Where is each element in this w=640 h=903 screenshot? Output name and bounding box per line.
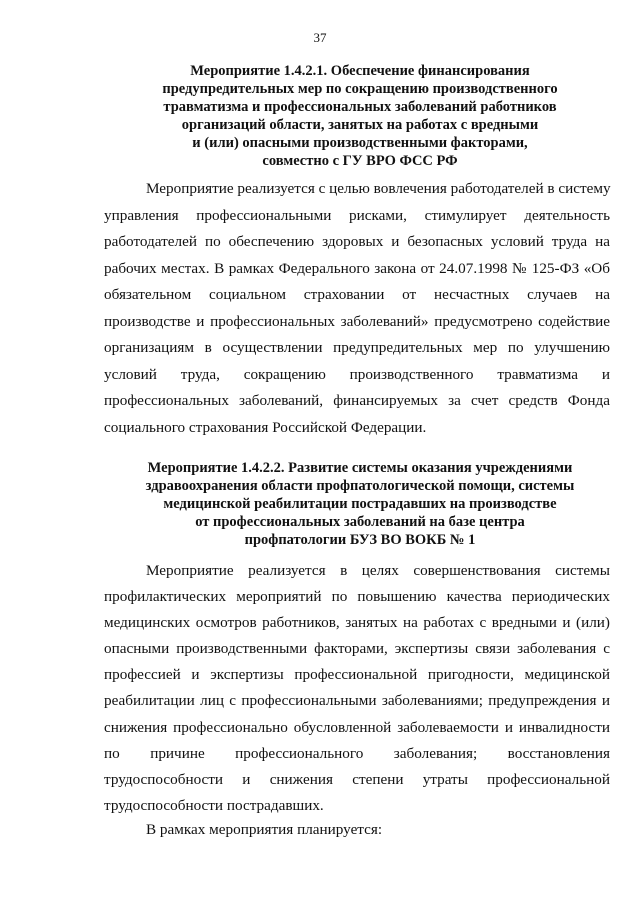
paragraph-line: профессией и экспертизы профессиональной пригодности, медицинской — [104, 666, 610, 684]
section-1-heading — [100, 62, 620, 170]
paragraph-line: рабочих местах. В рамках Федерального закона от 24.07.1998 № 125-ФЗ «Об — [104, 259, 610, 277]
plan-paragraph — [104, 817, 610, 843]
heading-line: медицинской реабилитации пострадавших на производстве — [163, 496, 557, 512]
heading-line: здравоохранения области профпатологической помощи, системы — [145, 478, 575, 494]
paragraph-line: снижения профессионально обусловленной заболеваемости и инвалидности — [104, 718, 610, 736]
heading-line: от профессиональных заболеваний на базе центра — [195, 514, 525, 530]
heading-line: и (или) опасными производственными факторами, — [192, 135, 528, 151]
heading-line: травматизма и профессиональных заболеваний работников — [163, 99, 557, 115]
paragraph-line: социального страхования Российской Федерации. — [104, 418, 427, 436]
paragraph-line: по причине профессионального заболевания; восстановления — [104, 744, 610, 762]
paragraph-line: медицинских осмотров работников, занятых на работах с вредными и (или) — [104, 614, 610, 632]
paragraph-line: организациям в осуществлении предупредительных мер по улучшению — [104, 339, 610, 356]
heading-line: предупредительных мер по сокращению производственного — [162, 81, 558, 97]
paragraph-line: реабилитации лиц с профессиональными заболеваниями; предупреждения и — [104, 692, 610, 710]
paragraph-line: производстве и профессиональных заболеваний» предусмотрено содействие — [104, 312, 610, 330]
section-1-paragraph — [104, 176, 610, 441]
paragraph-line: профилактических мероприятий по повышению качества периодических — [104, 588, 610, 606]
heading-line: организаций области, занятых на работах с вредными — [181, 117, 539, 133]
paragraph-line: обязательном социальном страховании от несчастных случаев на — [104, 286, 610, 303]
paragraph-line: опасными производственными факторами, экспертизы связи заболевания с — [104, 640, 610, 658]
heading-line: Мероприятие 1.4.2.2. Развитие системы оказания учреждениями — [147, 460, 573, 476]
paragraph-line: трудоспособности пострадавших. — [104, 796, 324, 814]
paragraph-line: управления профессиональными рисками, стимулирует деятельность — [104, 206, 610, 224]
paragraph-line: Мероприятие реализуется с целью вовлечения работодателей в систему — [146, 180, 611, 197]
paragraph-line: Мероприятие реализуется в целях совершенствования системы — [146, 562, 610, 579]
section-2-paragraph — [104, 558, 610, 819]
paragraph-line: В рамках мероприятия планируется: — [146, 821, 383, 838]
paragraph-line: условий труда, сокращению производственного травматизма и — [104, 365, 610, 383]
paragraph-line: профессиональных заболеваний, финансируемых за счет средств Фонда — [104, 392, 610, 409]
heading-line: Мероприятие 1.4.2.1. Обеспечение финансирования — [190, 63, 530, 79]
section-2-heading — [100, 459, 620, 549]
heading-line: совместно с ГУ ВРО ФСС РФ — [262, 153, 458, 169]
heading-line: профпатологии БУЗ ВО ВОКБ № 1 — [244, 532, 476, 548]
paragraph-line: работодателей по обеспечению здоровых и безопасных условий труда на — [104, 233, 610, 250]
page-number: 37 — [313, 30, 327, 45]
paragraph-line: трудоспособности и снижения степени утраты профессиональной — [104, 770, 610, 788]
